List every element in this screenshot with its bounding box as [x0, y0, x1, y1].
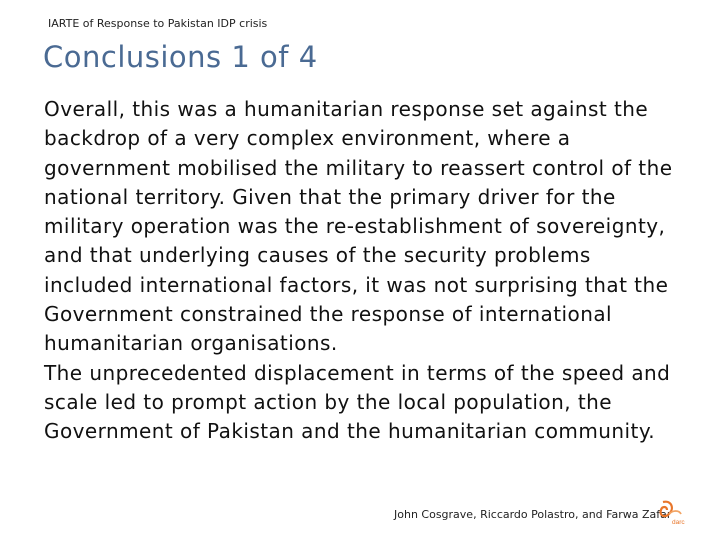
header-text: IARTE of Response to Pakistan IDP crisis [48, 17, 268, 30]
logo-wordmark: darc [672, 519, 685, 526]
darc-logo [655, 500, 687, 526]
paragraph-2: The unprecedented displacement in terms of the speed and scale led to prompt action by the local population, the Government of Pakistan and the humanitarian community. [44, 360, 671, 444]
footer-authors: John Cosgrave, Riccardo Polastro, and Farwa Zafar [394, 508, 672, 521]
slide-title: Conclusions 1 of 4 [43, 40, 318, 74]
slide-body [44, 95, 684, 447]
paragraph-1: Overall, this was a humanitarian response set against the backdrop of a very complex environment, where a government mobilised the military to reassert control of the national territory. Given that the primary driver for the military operation was the re-establishment of sovereignty, and that underlying causes of the security problems included international factors, it was not surprising that the Government constrained the response of international humanitarian organisations. [44, 97, 673, 356]
